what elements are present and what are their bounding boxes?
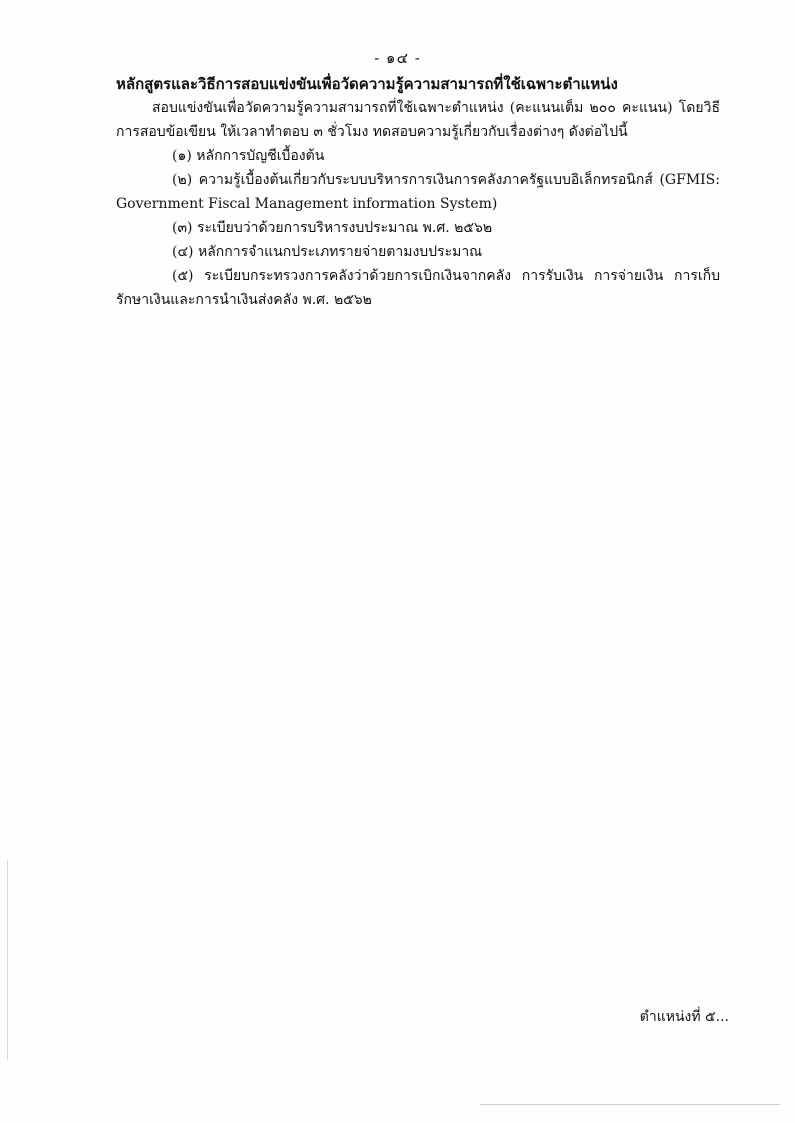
list-item-4: (๔) หลักการจำแนกประเภทรายจ่ายตามงบประมาณ bbox=[172, 244, 483, 260]
section-intro: สอบแข่งขันเพื่อวัดความรู้ความสามารถที่ใช้เฉพาะตำแหน่ง (คะแนนเต็ม ๒๐๐ คะแนน) โดยวิธีการสอบข้อเขียน ให้เวลาทำตอบ ๓ ชั่วโมง ทดสอบความรู้เกี่ยวกับเรื่องต่างๆ ดังต่อไปนี้ bbox=[116, 100, 720, 140]
list-item-2: (๒) ความรู้เบื้องต้นเกี่ยวกับระบบบริหารการเงินการคลังภาครัฐแบบอิเล็กทรอนิกส์ (GFMIS: Government Fiscal Management information System) bbox=[116, 172, 720, 212]
document-body bbox=[116, 72, 720, 312]
list-item-1: (๑) หลักการบัญชีเบื้องต้น bbox=[172, 148, 325, 164]
page-number: - ๑๔ - bbox=[374, 49, 421, 67]
section-title: หลักสูตรและวิธีการสอบแข่งขันเพื่อวัดความรู้ความสามารถที่ใช้เฉพาะตำแหน่ง bbox=[116, 75, 618, 93]
next-page-hint: ตำแหน่งที่ ๕... bbox=[639, 1009, 729, 1025]
scan-edge-mark bbox=[7, 860, 8, 1060]
list-item-3: (๓) ระเบียบว่าด้วยการบริหารงบประมาณ พ.ศ. ๒๕๖๒ bbox=[172, 220, 493, 236]
scan-bottom-mark bbox=[480, 1104, 780, 1105]
list-item-5: (๕) ระเบียบกระทรวงการคลังว่าด้วยการเบิกเงินจากคลัง การรับเงิน การจ่ายเงิน การเก็บรักษาเงินและการนำเงินส่งคลัง พ.ศ. ๒๕๖๒ bbox=[116, 268, 720, 308]
